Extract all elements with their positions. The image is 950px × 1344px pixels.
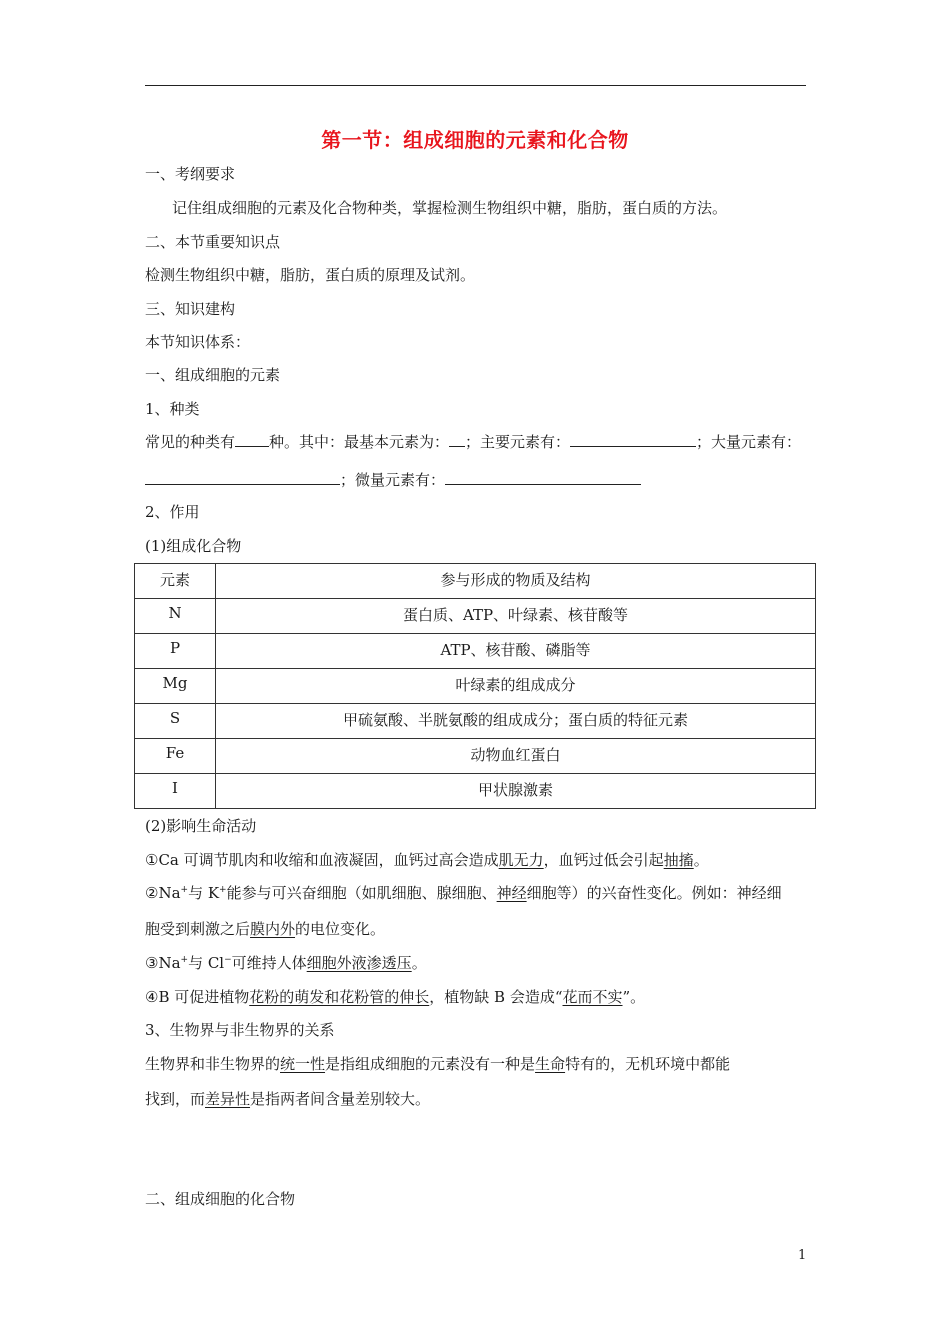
table-header-cell: 元素 [135, 564, 216, 599]
part-heading-compounds: 二、组成细胞的化合物 [145, 1190, 296, 1208]
table-header-cell: 参与形成的物质及结构 [216, 564, 816, 599]
section-heading-knowledge: 三、知识建构 [145, 300, 236, 318]
table-cell: ATP、核苷酸、磷脂等 [216, 634, 816, 669]
relationship-line-1: 生物界和非生物界的统一性是指组成细胞的元素没有一种是生命特有的，无机环境中都能 [145, 1055, 731, 1073]
relationship-line-2: 找到，而差异性是指两者间含量差别较大。 [145, 1090, 431, 1108]
table-cell: I [135, 774, 216, 809]
subheading-relationship: 3、生物界与非生物界的关系 [145, 1021, 335, 1039]
table-row [135, 634, 816, 669]
table-cell: S [135, 704, 216, 739]
table-cell: 甲状腺激素 [216, 774, 816, 809]
calcium-line: ①Ca 可调节肌肉和收缩和血液凝固，血钙过高会造成肌无力，血钙过低会引起抽搐。 [145, 851, 709, 869]
syllabus-text: 记住组成细胞的元素及化合物种类，掌握检测生物组织中糖，脂肪，蛋白质的方法。 [172, 199, 728, 217]
fill-blank-line-2: ；微量元素有： [145, 469, 641, 490]
blank-main-elements[interactable] [570, 432, 696, 447]
table-cell: Fe [135, 739, 216, 774]
table-cell: 甲硫氨酸、半胱氨酸的组成成分；蛋白质的特征元素 [216, 704, 816, 739]
table-header-row [135, 564, 816, 599]
knowledge-system-label: 本节知识体系： [145, 333, 251, 351]
subheading-life-activity: (2)影响生命活动 [145, 817, 257, 835]
page-number: 1 [798, 1248, 807, 1263]
subheading-types: 1、种类 [145, 400, 200, 418]
blank-macro-elements[interactable] [145, 470, 340, 485]
table-cell: 蛋白质、ATP、叶绿素、核苷酸等 [216, 599, 816, 634]
boron-line: ④B 可促进植物花粉的萌发和花粉管的伸长，植物缺 B 会造成“花而不实”。 [145, 988, 646, 1006]
subheading-function: 2、作用 [145, 503, 200, 521]
element-table [134, 563, 816, 809]
table-row [135, 739, 816, 774]
section-heading-syllabus: 一、考纲要求 [145, 165, 236, 183]
blank-trace-elements[interactable] [445, 470, 641, 485]
table-row [135, 704, 816, 739]
section-heading-key-points: 二、本节重要知识点 [145, 233, 281, 251]
page-title: 第一节：组成细胞的元素和化合物 [321, 128, 629, 152]
part-heading-elements: 一、组成细胞的元素 [145, 366, 281, 384]
table-row [135, 599, 816, 634]
table-cell: P [135, 634, 216, 669]
sodium-potassium-line-cont: 胞受到刺激之后膜内外的电位变化。 [145, 920, 386, 938]
sodium-potassium-line: ②Na+与 K+能参与可兴奋细胞（如肌细胞、腺细胞、神经细胞等）的兴奋性变化。例如：神经细 [145, 884, 782, 902]
key-points-text: 检测生物组织中糖，脂肪，蛋白质的原理及试剂。 [145, 266, 476, 284]
sodium-chloride-line: ③Na+与 Cl−可维持人体细胞外液渗透压。 [145, 954, 427, 972]
subheading-compose-compounds: (1)组成化合物 [145, 537, 242, 555]
table-row [135, 669, 816, 704]
table-cell: Mg [135, 669, 216, 704]
header-rule [145, 85, 806, 86]
table-cell: 动物血红蛋白 [216, 739, 816, 774]
table-cell: 叶绿素的组成成分 [216, 669, 816, 704]
table-cell: N [135, 599, 216, 634]
fill-blank-line-1: 常见的种类有 种。其中：最基本元素为： ；主要元素有： ；大量元素有： [145, 433, 802, 451]
blank-count[interactable] [235, 432, 269, 447]
blank-basic-element[interactable] [449, 432, 465, 447]
table-row [135, 774, 816, 809]
